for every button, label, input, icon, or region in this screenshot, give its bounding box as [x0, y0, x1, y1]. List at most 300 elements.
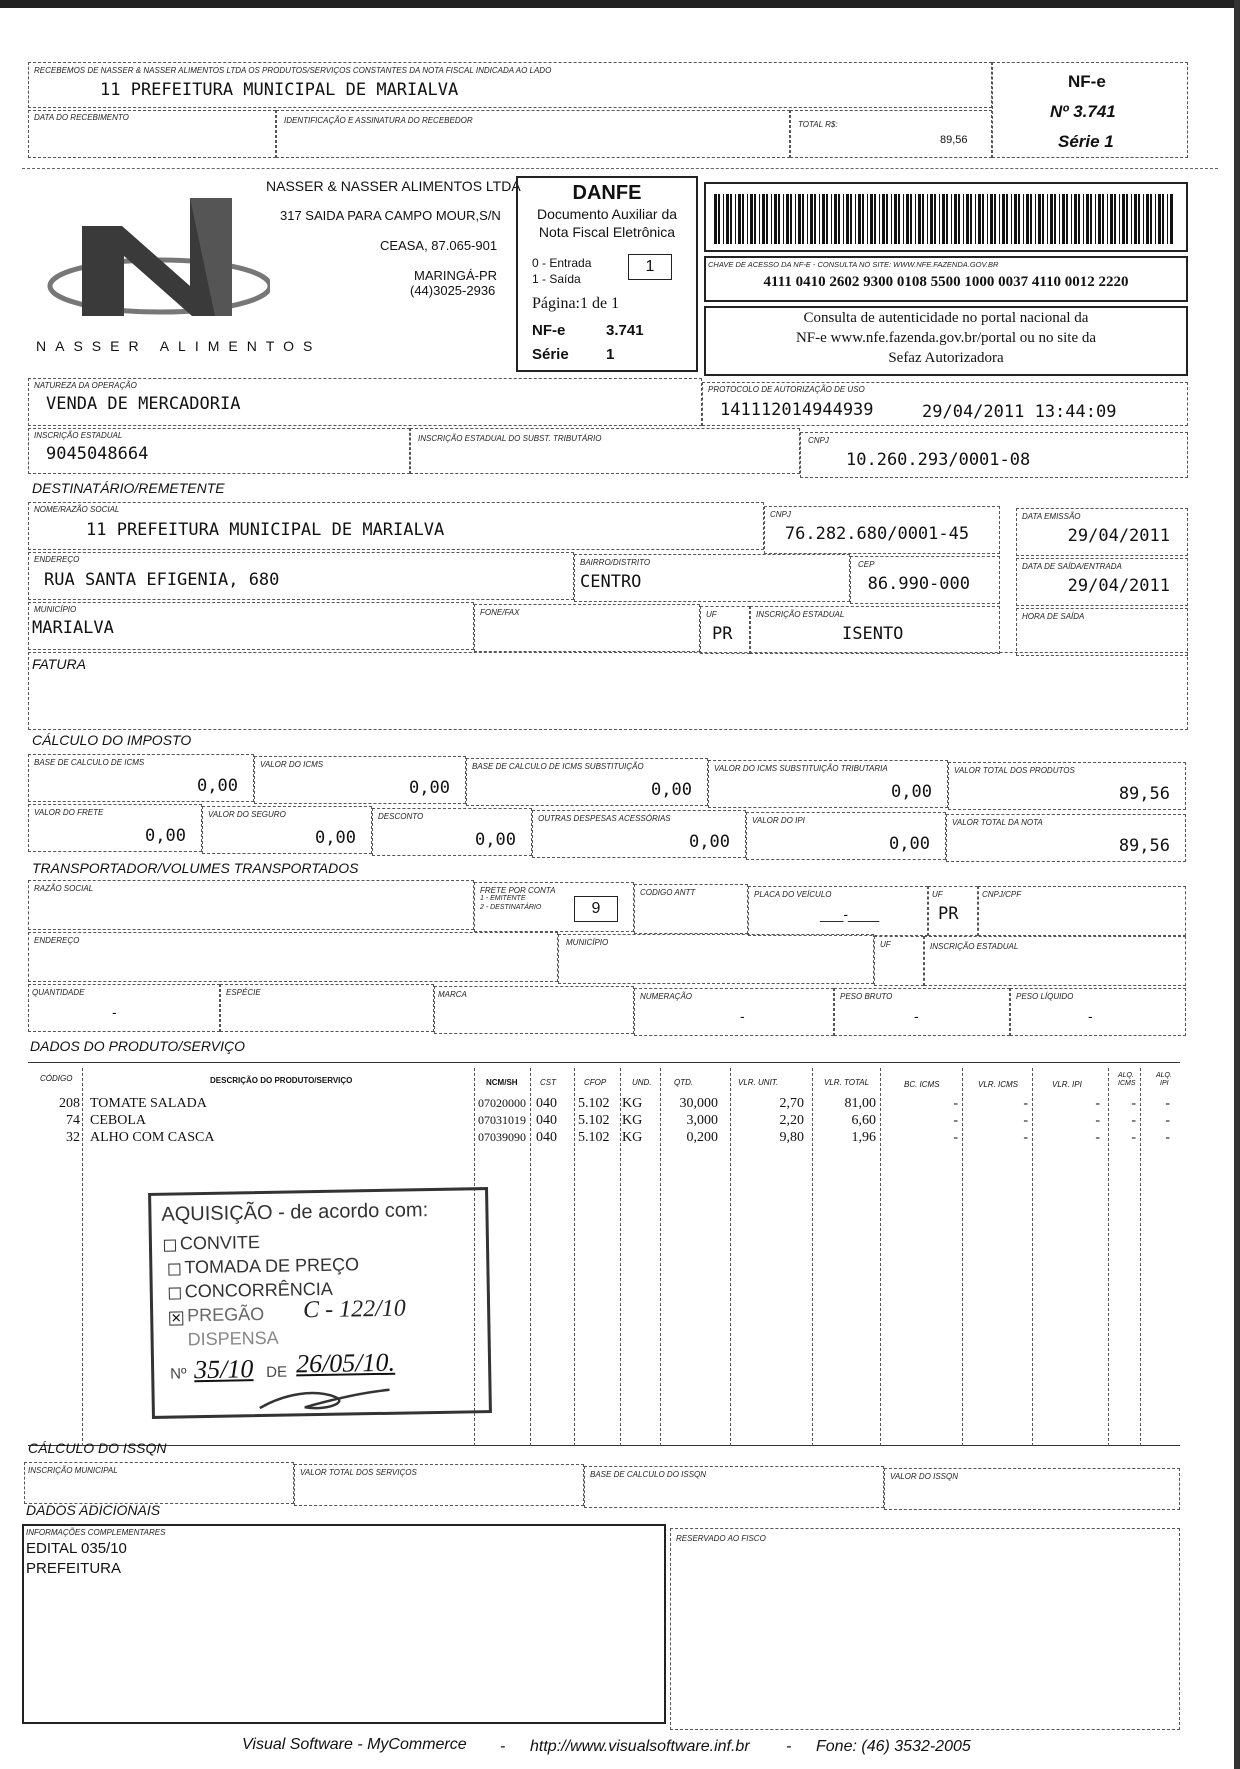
- barcode-bar: [1042, 194, 1044, 244]
- access-key-label: CHAVE DE ACESSO DA NF-E - CONSULTA NO SITE: WWW.NFE.FAZENDA.GOV.BR: [708, 260, 999, 269]
- barcode-bar: [1098, 194, 1101, 244]
- stamp-title: AQUISIÇÃO - de acordo com:: [161, 1199, 429, 1226]
- cell-icms: -: [1023, 1113, 1028, 1128]
- imposto-field-value: 0,00: [197, 776, 238, 796]
- table-column-divider: [880, 1068, 881, 1446]
- imposto-field-value: 0,00: [689, 832, 730, 852]
- col-cst: CST: [540, 1078, 556, 1087]
- barcode-bar: [754, 194, 756, 244]
- transp-frete-label: FRETE POR CONTA: [480, 886, 556, 895]
- danfe-saida: 1 - Saída: [532, 272, 581, 286]
- transp-frete-opt1: 1 - EMITENTE: [480, 895, 526, 902]
- barcode-bar: [858, 194, 861, 244]
- table-column-divider: [1108, 1068, 1109, 1446]
- cell-alq-icms: -: [1131, 1096, 1136, 1111]
- cell-bc: -: [953, 1130, 958, 1145]
- barcode-bar: [963, 194, 964, 244]
- transp-antt-label: CODIGO ANTT: [640, 888, 696, 897]
- barcode-bar: [886, 194, 888, 244]
- cell-icms: -: [1023, 1096, 1028, 1111]
- danfe-subtitle2: Nota Fiscal Eletrônica: [538, 224, 676, 240]
- cell-cst: 040: [536, 1130, 557, 1145]
- transp-section-title: TRANSPORTADOR/VOLUMES TRANSPORTADOS: [32, 860, 359, 876]
- cell-codigo: 208: [59, 1096, 80, 1111]
- stamp-check-concorrencia: [169, 1287, 181, 1299]
- barcode-bar: [1086, 194, 1089, 244]
- transp-endereco-label: ENDEREÇO: [34, 936, 80, 945]
- barcode-bar: [846, 194, 849, 244]
- imposto-field-label: OUTRAS DESPESAS ACESSÓRIAS: [538, 814, 671, 823]
- barcode-bar: [843, 194, 844, 244]
- cell-ipi: -: [1095, 1130, 1100, 1145]
- barcode-bar: [1146, 194, 1149, 244]
- imposto-field-label: VALOR DO ICMS SUBSTITUIÇÃO TRIBUTARIA: [714, 764, 888, 773]
- imposto-field-value: 0,00: [889, 834, 930, 854]
- stamp-opt-pregao: PREGÃO: [187, 1303, 265, 1326]
- barcode-bar: [894, 194, 897, 244]
- transp-qtd-label: QUANTIDADE: [32, 988, 85, 997]
- barcode-bar: [1150, 194, 1152, 244]
- imposto-field-label: VALOR DO SEGURO: [208, 810, 286, 819]
- danfe-title: DANFE: [572, 182, 642, 204]
- issqn-section-title: CÁLCULO DO ISSQN: [28, 1440, 167, 1456]
- dest-bairro: CENTRO: [580, 572, 642, 592]
- barcode-bar: [891, 194, 892, 244]
- cell-alq-ipi: -: [1165, 1096, 1170, 1111]
- issuer-logo-text: NASSER ALIMENTOS: [36, 338, 322, 354]
- barcode-bar: [918, 194, 921, 244]
- info-line2: PREFEITURA: [26, 1560, 122, 1577]
- receipt-serie: Série 1: [1058, 132, 1114, 151]
- barcode-bar: [1006, 194, 1008, 244]
- barcode-bar: [867, 194, 868, 244]
- cell-cfop: 5.102: [578, 1130, 610, 1145]
- barcode-bar: [766, 194, 768, 244]
- barcode-bar: [1110, 194, 1113, 244]
- col-codigo: CÓDIGO: [40, 1074, 73, 1083]
- imposto-field-value: 0,00: [891, 782, 932, 802]
- receipt-nfe: NF-e: [1068, 72, 1106, 91]
- dest-bairro-label: BAIRRO/DISTRITO: [580, 558, 651, 567]
- col-descricao: DESCRIÇÃO DO PRODUTO/SERVIÇO: [210, 1076, 353, 1085]
- col-qtd: QTD.: [674, 1078, 694, 1087]
- transp-numeracao: -: [740, 1008, 745, 1024]
- transp-liquido: -: [1088, 1008, 1093, 1024]
- barcode-bar: [762, 194, 765, 244]
- footer-sep2: -: [786, 1738, 792, 1755]
- barcode-bar: [1143, 194, 1144, 244]
- consulta-line3: Sefaz Autorizadora: [888, 350, 1004, 366]
- barcode-bar: [1158, 194, 1161, 244]
- dest-cnpj-label: CNPJ: [770, 510, 791, 519]
- cell-total: 6,60: [851, 1113, 876, 1128]
- barcode-bar: [1002, 194, 1005, 244]
- fatura-title: FATURA: [32, 656, 86, 672]
- imposto-field-value: 0,00: [145, 826, 186, 846]
- barcode-bar: [1062, 194, 1065, 244]
- imposto-field-label: VALOR TOTAL DOS PRODUTOS: [954, 766, 1075, 775]
- table-column-divider: [1140, 1068, 1141, 1446]
- barcode-bar: [1122, 194, 1125, 244]
- receipt-date-label: DATA DO RECEBIMENTO: [34, 113, 129, 122]
- barcode-bar: [1162, 194, 1164, 244]
- barcode-bar: [814, 194, 816, 244]
- danfe-type-value: 1: [645, 258, 655, 275]
- barcode-bar: [834, 194, 837, 244]
- ie-value: 9045048664: [46, 444, 149, 464]
- barcode-bar: [774, 194, 777, 244]
- cell-bc: -: [953, 1113, 958, 1128]
- transp-qtd: -: [112, 1004, 117, 1020]
- dest-name-label: NOME/RAZÃO SOCIAL: [34, 505, 120, 514]
- barcode-bar: [987, 194, 988, 244]
- stamp-opt-dispensa: DISPENSA: [187, 1327, 279, 1350]
- barcode-bar: [1014, 194, 1017, 244]
- barcode-bar: [819, 194, 820, 244]
- right-scan-edge: [1234, 0, 1240, 1769]
- barcode-bar: [994, 194, 996, 244]
- transp-ie-label: INSCRIÇÃO ESTADUAL: [930, 942, 1019, 951]
- cell-codigo: 32: [66, 1130, 80, 1145]
- scan-edge: [0, 0, 1240, 8]
- danfe-nfe-label: NF-e: [532, 322, 566, 339]
- barcode-bar: [1071, 194, 1072, 244]
- imposto-field-label: VALOR DO FRETE: [34, 808, 104, 817]
- transp-frete-value: 9: [591, 900, 601, 917]
- footer-sep1: -: [500, 1738, 506, 1755]
- dest-cep: 86.990-000: [867, 574, 970, 594]
- stamp-opt-tomada: TOMADA DE PREÇO: [184, 1254, 360, 1278]
- barcode-bar: [742, 194, 744, 244]
- protocolo-label: PROTOCOLO DE AUTORIZAÇÃO DE USO: [708, 385, 865, 394]
- transp-especie-label: ESPÉCIE: [226, 988, 261, 997]
- cell-cfop: 5.102: [578, 1113, 610, 1128]
- cell-total: 81,00: [844, 1096, 876, 1111]
- table-column-divider: [962, 1068, 963, 1446]
- barcode-bar: [975, 194, 976, 244]
- barcode-bar: [1134, 194, 1137, 244]
- imposto-field-label: BASE DE CALCULO DE ICMS SUBSTITUIÇÃO: [472, 762, 644, 771]
- imposto-field-label: DESCONTO: [378, 812, 424, 821]
- cell-qtd: 0,200: [686, 1130, 718, 1145]
- receipt-notice: RECEBEMOS DE NASSER & NASSER ALIMENTOS LTDA OS PRODUTOS/SERVIÇOS CONSTANTES DA NOTA FISCAL INDICADA AO LADO: [34, 66, 552, 75]
- barcode-bar: [810, 194, 813, 244]
- barcode-bar: [730, 194, 732, 244]
- imposto-field-label: VALOR TOTAL DA NOTA: [952, 818, 1043, 827]
- issuer-city: MARINGÁ-PR: [414, 268, 498, 283]
- imposto-field-value: 0,00: [475, 830, 516, 850]
- transp-uf2-label: UF: [880, 940, 891, 949]
- cell-cst: 040: [536, 1096, 557, 1111]
- dest-ie: ISENTO: [842, 624, 904, 644]
- barcode-bar: [982, 194, 984, 244]
- cell-und: KG: [622, 1130, 643, 1145]
- barcode-bar: [1054, 194, 1056, 244]
- transp-bruto-label: PESO BRUTO: [840, 992, 893, 1001]
- barcode-bar: [790, 194, 792, 244]
- barcode-bar: [750, 194, 753, 244]
- dest-emissao-label: DATA EMISSÃO: [1022, 512, 1081, 521]
- barcode-bar: [874, 194, 876, 244]
- barcode-bar: [942, 194, 945, 244]
- ie-st-label: INSCRIÇÃO ESTADUAL DO SUBST. TRIBUTÁRIO: [418, 434, 602, 443]
- cell-alq-ipi: -: [1165, 1130, 1170, 1145]
- cell-ncm: 07020000: [478, 1096, 526, 1110]
- table-column-divider: [530, 1068, 531, 1446]
- barcode-bar: [1018, 194, 1020, 244]
- transp-frete-opt2: 2 - DESTINATÁRIO: [480, 904, 542, 911]
- col-und: UND.: [632, 1078, 652, 1087]
- dest-ie-label: INSCRIÇÃO ESTADUAL: [756, 610, 845, 619]
- barcode-bar: [1170, 194, 1173, 244]
- issuer-logo: [40, 186, 270, 336]
- cnpj-label: CNPJ: [808, 436, 829, 445]
- table-column-divider: [660, 1068, 661, 1446]
- cell-codigo: 74: [66, 1113, 80, 1128]
- barcode-bar: [1026, 194, 1029, 244]
- barcode-bar: [966, 194, 969, 244]
- imposto-field-label: BASE DE CALCULO DE ICMS: [34, 758, 145, 767]
- barcode-bar: [738, 194, 741, 244]
- barcode-bar: [838, 194, 840, 244]
- issqn-valor-label: VALOR DO ISSQN: [890, 1472, 959, 1481]
- dest-emissao: 29/04/2011: [1067, 526, 1170, 546]
- imposto-field-label: VALOR DO IPI: [752, 816, 805, 825]
- transp-placa-label: PLACA DO VEÍCULO: [754, 890, 832, 899]
- danfe-serie-label: Série: [532, 346, 569, 363]
- danfe-entrada: 0 - Entrada: [532, 256, 592, 270]
- barcode-bar: [1095, 194, 1096, 244]
- barcode-bar: [826, 194, 828, 244]
- footer-url[interactable]: http://www.visualsoftware.inf.br: [530, 1738, 750, 1755]
- adicionais-section-title: DADOS ADICIONAIS: [26, 1502, 161, 1518]
- dest-municipio-label: MUNICÍPIO: [34, 605, 77, 614]
- protocolo-value: 141112014944939: [720, 400, 874, 420]
- dest-hora-label: HORA DE SAÍDA: [1022, 612, 1085, 621]
- barcode-bar: [718, 194, 720, 244]
- dest-section-title: DESTINATÁRIO/REMETENTE: [32, 480, 225, 496]
- imposto-section-title: CÁLCULO DO IMPOSTO: [32, 732, 192, 748]
- cell-unit: 9,80: [779, 1130, 804, 1145]
- danfe-nfe-value: 3.741: [606, 322, 644, 339]
- stamp-number-prefix: Nº: [170, 1365, 187, 1383]
- barcode-bar: [771, 194, 772, 244]
- barcode-bar: [958, 194, 960, 244]
- table-column-divider: [730, 1068, 731, 1446]
- access-key: 4111 0410 2602 9300 0108 5500 1000 0037 4110 0012 2220: [763, 274, 1129, 290]
- imposto-field-value: 0,00: [651, 780, 692, 800]
- barcode-bar: [1167, 194, 1168, 244]
- barcode-bar: [970, 194, 972, 244]
- col-alq-ipi1: ALQ.: [1156, 1072, 1172, 1079]
- barcode-bar: [783, 194, 784, 244]
- cell-ipi: -: [1095, 1113, 1100, 1128]
- barcode-bar: [951, 194, 952, 244]
- transp-razao-box: [28, 880, 474, 930]
- barcode-bar: [759, 194, 760, 244]
- barcode-bar: [714, 194, 717, 244]
- danfe-subtitle1: Documento Auxiliar da: [536, 206, 678, 222]
- danfe-page: Página:1 de 1: [532, 295, 620, 312]
- col-alq-icms2: ICMS: [1118, 1080, 1136, 1087]
- receipt-number: Nº 3.741: [1050, 102, 1116, 121]
- stamp-de: DE: [266, 1363, 288, 1381]
- barcode-bar: [906, 194, 909, 244]
- cell-icms: -: [1023, 1130, 1028, 1145]
- col-ncm: NCM/SH: [486, 1078, 518, 1087]
- barcode-bar: [978, 194, 981, 244]
- dest-fone-label: FONE/FAX: [480, 608, 520, 617]
- col-alq-ipi2: IPI: [1160, 1080, 1169, 1087]
- issuer-address: 317 SAIDA PARA CAMPO MOUR,S/N: [280, 208, 501, 223]
- barcode-bar: [1050, 194, 1053, 244]
- barcode-bar: [855, 194, 856, 244]
- barcode-bar: [1035, 194, 1036, 244]
- issuer-name: NASSER & NASSER ALIMENTOS LTDA: [266, 178, 521, 194]
- fisco-box: [670, 1528, 1180, 1730]
- cell-bc: -: [953, 1096, 958, 1111]
- cell-alq-ipi: -: [1165, 1113, 1170, 1128]
- transp-endereco-box: [28, 932, 558, 982]
- cell-descricao: TOMATE SALADA: [90, 1096, 207, 1111]
- natureza-value: VENDA DE MERCADORIA: [46, 394, 241, 414]
- issqn-servicos-label: VALOR TOTAL DOS SERVIÇOS: [300, 1468, 417, 1477]
- barcode-bar: [1078, 194, 1080, 244]
- barcode-bar: [999, 194, 1000, 244]
- dest-saida: 29/04/2011: [1067, 576, 1170, 596]
- col-icms: VLR. ICMS: [978, 1080, 1019, 1089]
- stamp-opt-concorrencia: CONCORRÊNCIA: [184, 1278, 333, 1302]
- barcode: [714, 194, 1178, 244]
- barcode-bar: [927, 194, 928, 244]
- barcode-bar: [990, 194, 993, 244]
- cell-qtd: 3,000: [686, 1113, 718, 1128]
- receipt-total-label: TOTAL R$:: [798, 120, 838, 129]
- table-column-divider: [812, 1068, 813, 1446]
- dest-uf: PR: [712, 624, 733, 644]
- danfe-serie-value: 1: [606, 346, 615, 363]
- cell-ncm: 07031019: [478, 1113, 526, 1127]
- barcode-bar: [910, 194, 912, 244]
- natureza-label: NATUREZA DA OPERAÇÃO: [34, 381, 137, 390]
- barcode-bar: [735, 194, 736, 244]
- col-cfop: CFOP: [584, 1078, 607, 1087]
- dest-name: 11 PREFEITURA MUNICIPAL DE MARIALVA: [86, 520, 445, 540]
- barcode-bar: [798, 194, 801, 244]
- dest-saida-label: DATA DE SAÍDA/ENTRADA: [1022, 562, 1122, 571]
- barcode-bar: [954, 194, 957, 244]
- barcode-bar: [1114, 194, 1116, 244]
- imposto-field-value: 89,56: [1118, 784, 1170, 804]
- transp-bruto: -: [914, 1008, 919, 1024]
- transp-razao-label: RAZÃO SOCIAL: [34, 884, 94, 893]
- imposto-field-value: 0,00: [409, 778, 450, 798]
- transp-cnpj-label: CNPJ/CPF: [982, 890, 1022, 899]
- barcode-bar: [1090, 194, 1092, 244]
- info-label: INFORMAÇÕES COMPLEMENTARES: [26, 1528, 166, 1537]
- barcode-bar: [870, 194, 873, 244]
- barcode-bar: [915, 194, 916, 244]
- issqn-im-label: INSCRIÇÃO MUNICIPAL: [28, 1466, 118, 1475]
- barcode-bar: [850, 194, 852, 244]
- barcode-bar: [1102, 194, 1104, 244]
- cell-ipi: -: [1095, 1096, 1100, 1111]
- stamp-date-handwritten: 26/05/10.: [295, 1347, 396, 1379]
- cell-total: 1,96: [851, 1130, 876, 1145]
- cell-cfop: 5.102: [578, 1096, 610, 1111]
- barcode-bar: [778, 194, 780, 244]
- acquisition-stamp: [148, 1187, 492, 1419]
- imposto-field-label: VALOR DO ICMS: [260, 760, 324, 769]
- dest-uf-label: UF: [706, 610, 717, 619]
- dest-municipio: MARIALVA: [32, 618, 114, 638]
- info-line1: EDITAL 035/10: [26, 1540, 127, 1557]
- receipt-sign-label: IDENTIFICAÇÃO E ASSINATURA DO RECEBEDOR: [284, 116, 473, 125]
- receipt-recipient: 11 PREFEITURA MUNICIPAL DE MARIALVA: [100, 80, 459, 100]
- barcode-bar: [723, 194, 724, 244]
- cut-line: [22, 168, 1218, 169]
- footer-phone: Fone: (46) 3532-2005: [816, 1738, 971, 1755]
- barcode-bar: [802, 194, 804, 244]
- cell-qtd: 30,000: [679, 1096, 718, 1111]
- dest-endereco: RUA SANTA EFIGENIA, 680: [44, 570, 280, 590]
- cell-cst: 040: [536, 1113, 557, 1128]
- consulta-line1: Consulta de autenticidade no portal nacional da: [803, 310, 1089, 326]
- barcode-bar: [1030, 194, 1032, 244]
- cell-descricao: ALHO COM CASCA: [90, 1130, 215, 1145]
- barcode-bar: [1011, 194, 1012, 244]
- barcode-bar: [786, 194, 789, 244]
- dest-endereco-label: ENDEREÇO: [34, 555, 80, 564]
- barcode-bar: [939, 194, 940, 244]
- issuer-district: CEASA, 87.065-901: [380, 238, 498, 253]
- transp-municipio-label: MUNICÍPIO: [566, 938, 609, 947]
- cell-unit: 2,70: [779, 1096, 804, 1111]
- barcode-bar: [795, 194, 796, 244]
- barcode-bar: [1059, 194, 1060, 244]
- fisco-label: RESERVADO AO FISCO: [676, 1534, 766, 1543]
- cell-unit: 2,20: [779, 1113, 804, 1128]
- stamp-number-handwritten: 35/10: [193, 1354, 254, 1385]
- ie-label: INSCRIÇÃO ESTADUAL: [34, 431, 123, 440]
- barcode-bar: [822, 194, 825, 244]
- barcode-bar: [882, 194, 885, 244]
- barcode-bar: [1119, 194, 1120, 244]
- table-column-divider: [82, 1068, 83, 1446]
- barcode-bar: [1038, 194, 1041, 244]
- stamp-check-pregao: ✕: [170, 1310, 182, 1326]
- cell-alq-icms: -: [1131, 1113, 1136, 1128]
- transp-liquido-label: PESO LÍQUIDO: [1016, 992, 1074, 1001]
- produtos-section-title: DADOS DO PRODUTO/SERVIÇO: [30, 1038, 245, 1054]
- transp-numeracao-label: NUMERAÇÃO: [640, 992, 693, 1001]
- col-alq-icms1: ALQ.: [1118, 1072, 1134, 1079]
- barcode-bar: [1138, 194, 1140, 244]
- table-column-divider: [620, 1068, 621, 1446]
- barcode-bar: [903, 194, 904, 244]
- barcode-bar: [930, 194, 933, 244]
- barcode-bar: [862, 194, 864, 244]
- barcode-bar: [1074, 194, 1077, 244]
- barcode-bar: [1126, 194, 1128, 244]
- cell-ncm: 07039090: [478, 1130, 526, 1144]
- barcode-bar: [747, 194, 748, 244]
- stamp-pregao-handwritten: C - 122/10: [302, 1295, 407, 1324]
- col-bc: BC. ICMS: [904, 1080, 940, 1089]
- barcode-bar: [1047, 194, 1048, 244]
- barcode-bar: [898, 194, 900, 244]
- stamp-check-convite: [164, 1240, 176, 1252]
